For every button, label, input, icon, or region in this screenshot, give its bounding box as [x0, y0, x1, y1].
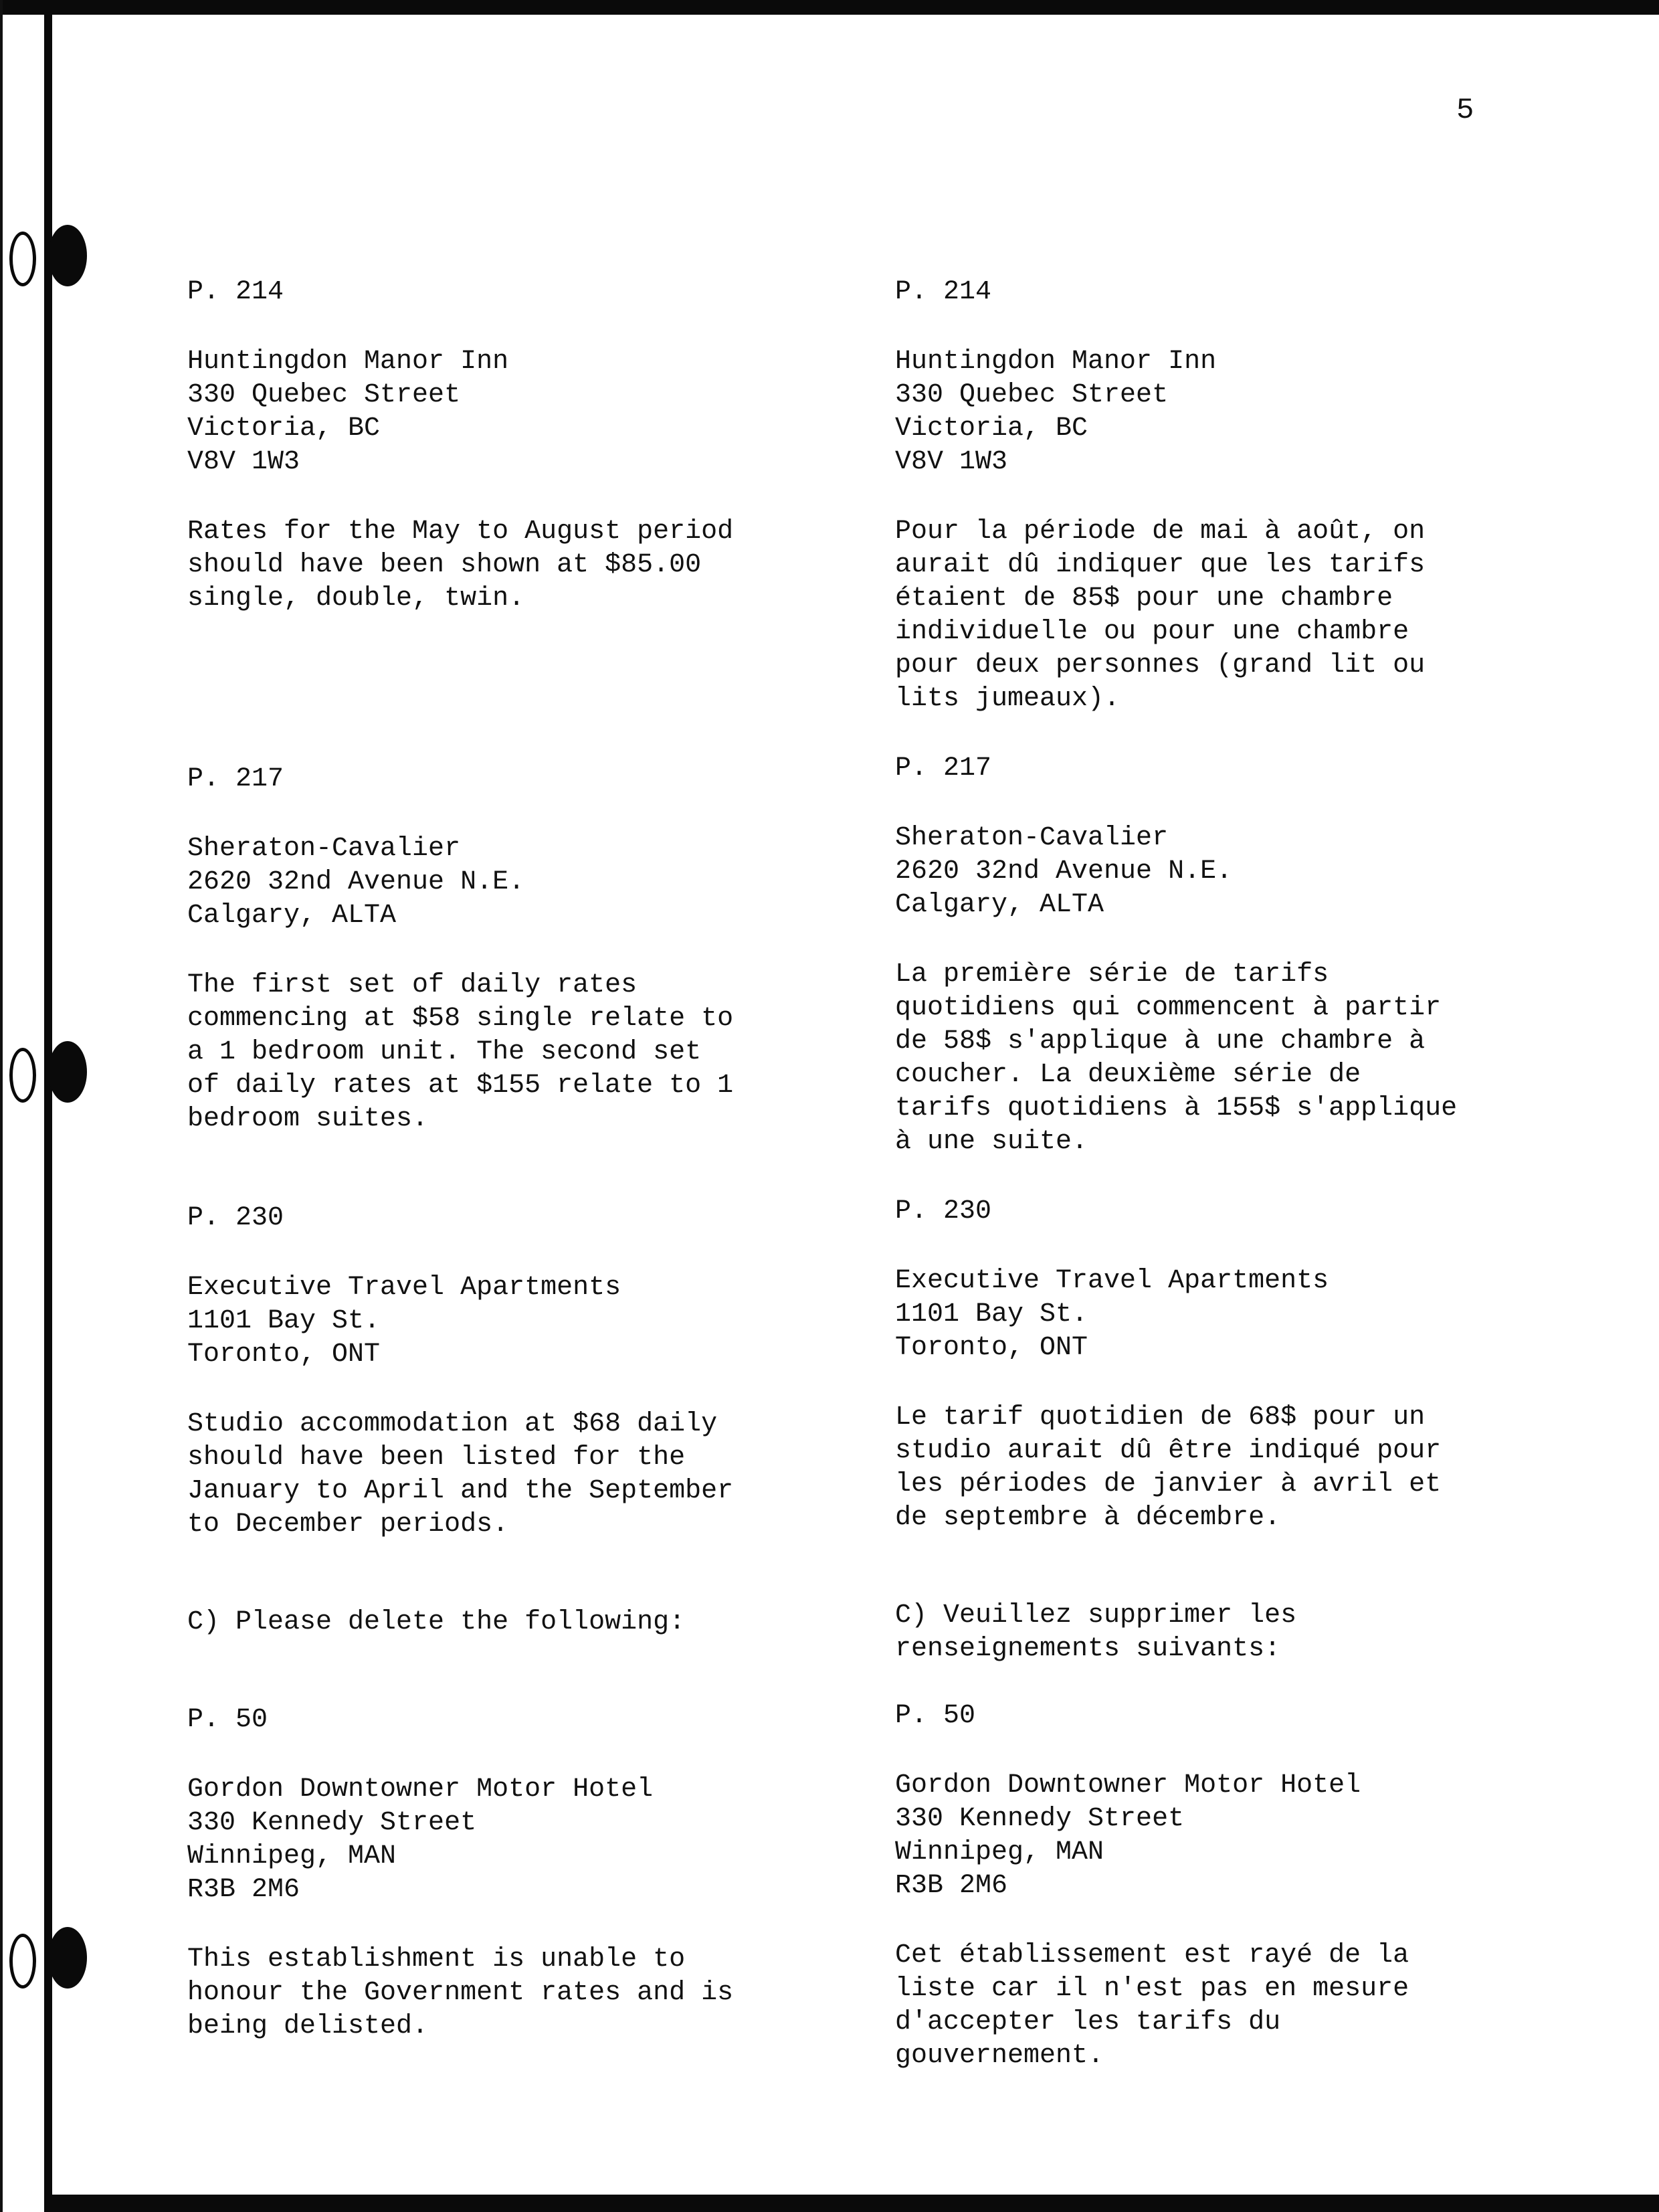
punch-hole-top-ring — [9, 232, 36, 286]
punch-hole-bottom-ring — [9, 1934, 36, 1989]
english-column — [187, 276, 856, 2043]
hotel-address: Huntingdon Manor Inn 330 Quebec Street Victoria, BC V8V 1W3 — [895, 347, 1217, 477]
hotel-address: Executive Travel Apartments 1101 Bay St. Toronto, ONT — [895, 1266, 1329, 1363]
hotel-address: Huntingdon Manor Inn 330 Quebec Street Victoria, BC V8V 1W3 — [187, 347, 509, 477]
page-reference: P. 230 — [895, 1196, 992, 1226]
section-heading: C) Please delete the following: — [187, 1607, 686, 1637]
page-reference: P. 217 — [187, 764, 284, 794]
punch-hole-middle — [48, 1041, 87, 1103]
correction-note: Studio accommodation at $68 daily should have been listed for the January to April and the September to December periods. — [187, 1409, 734, 1540]
correction-note: This establishment is unable to honour the Government rates and is being delisted. — [187, 1944, 734, 2041]
correction-note: La première série de tarifs quotidiens qui commencent à partir de 58$ s'applique à une chambre à coucher. La deuxième série de tarifs quotidiens à 155$ s'applique à une suite. — [895, 959, 1458, 1157]
page-reference: P. 217 — [895, 753, 992, 784]
punch-hole-middle-ring — [9, 1048, 36, 1103]
hotel-address: Gordon Downtowner Motor Hotel 330 Kennedy Street Winnipeg, MAN R3B 2M6 — [187, 1774, 654, 1905]
correction-note: Le tarif quotidien de 68$ pour un studio aurait dû être indiqué pour les périodes de janvier à avril et de septembre à décembre. — [895, 1402, 1442, 1533]
correction-note: The first set of daily rates commencing at $58 single relate to a 1 bedroom unit. The second set of daily rates at $155 relate to 1 bedroom suites. — [187, 970, 734, 1134]
page-reference: P. 214 — [187, 277, 284, 307]
page-reference: P. 50 — [187, 1705, 268, 1735]
punch-hole-top — [48, 225, 87, 286]
correction-note: Pour la période de mai à août, on aurait dû indiquer que les tarifs étaient de 85$ pour une chambre individuelle ou pour une chambre pour deux personnes (grand lit ou lits jumeaux). — [895, 517, 1426, 714]
correction-note: Cet établissement est rayé de la liste car il n'est pas en mesure d'accepter les tarifs du gouvernement. — [895, 1940, 1409, 2071]
page-reference: P. 214 — [895, 277, 992, 307]
page-left-border — [0, 0, 3, 2212]
punch-hole-bottom — [48, 1927, 87, 1989]
french-column — [895, 276, 1564, 2073]
section-heading: C) Veuillez supprimer les renseignements suivants: — [895, 1600, 1297, 1664]
page-top-edge — [0, 0, 1659, 15]
page-number: 5 — [1456, 94, 1474, 127]
page-binding-edge — [44, 15, 52, 2212]
page-reference: P. 230 — [187, 1203, 284, 1233]
page-bottom-edge — [44, 2195, 1659, 2212]
hotel-address: Sheraton-Cavalier 2620 32nd Avenue N.E. Calgary, ALTA — [895, 823, 1233, 920]
hotel-address: Executive Travel Apartments 1101 Bay St. Toronto, ONT — [187, 1273, 621, 1370]
hotel-address: Sheraton-Cavalier 2620 32nd Avenue N.E. Calgary, ALTA — [187, 834, 525, 931]
hotel-address: Gordon Downtowner Motor Hotel 330 Kennedy Street Winnipeg, MAN R3B 2M6 — [895, 1770, 1361, 1901]
page-reference: P. 50 — [895, 1701, 976, 1731]
correction-note: Rates for the May to August period should have been shown at $85.00 single, double, twin. — [187, 517, 734, 614]
